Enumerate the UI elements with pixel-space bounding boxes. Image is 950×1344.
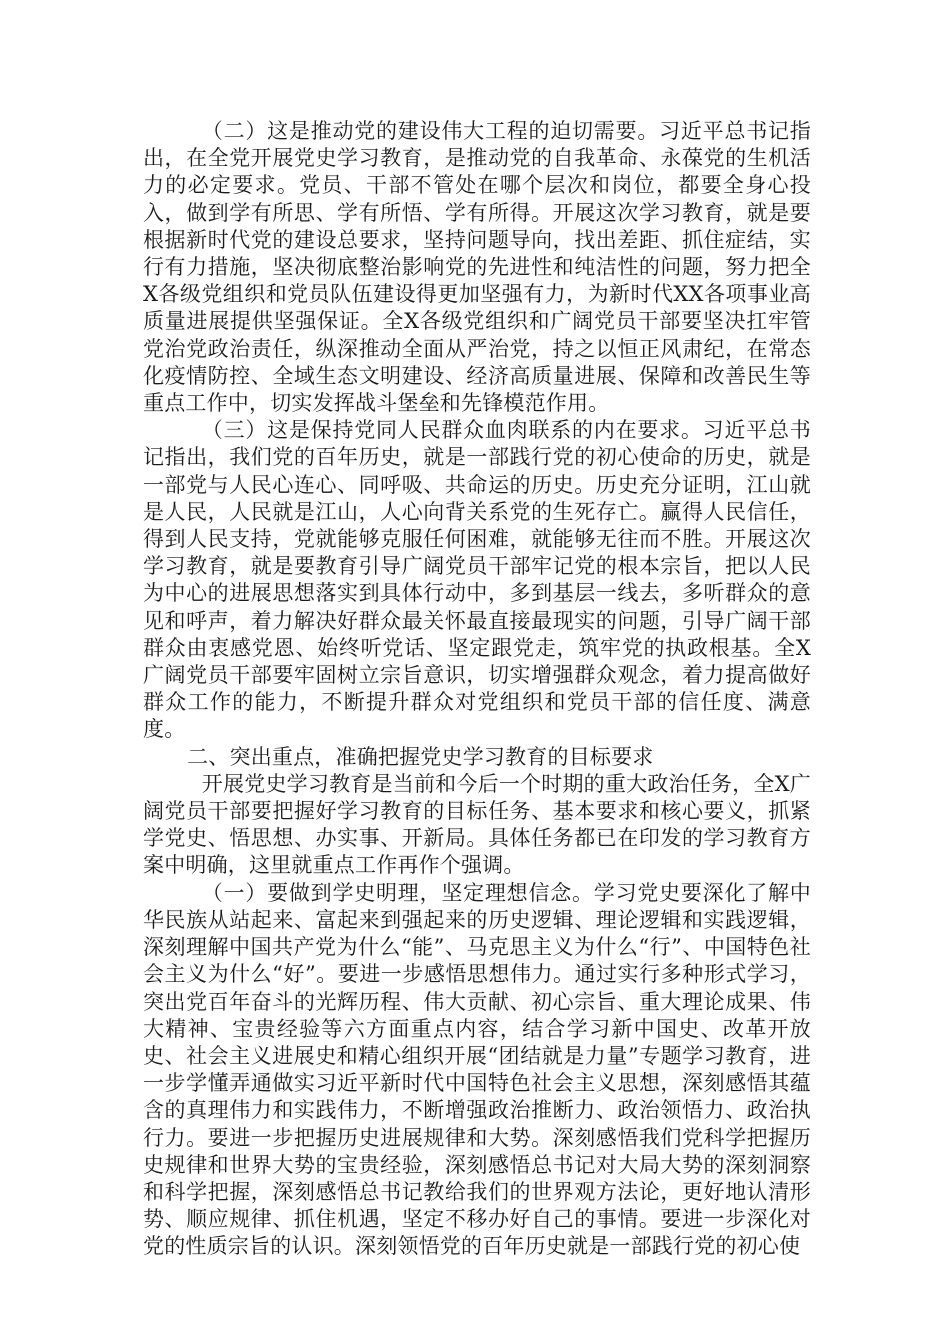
paragraph-intro-tasks: 开展党史学习教育是当前和今后一个时期的重大政治任务，全X广阔党员干部要把握好学习教育的目标任务、基本要求和核心要义，抓紧学党史、悟思想、办实事、开新局。具体任务都已在印发的学习教育方案中明确，这里就重点工作再作个强调。 bbox=[143, 771, 811, 878]
paragraph-learn-history: （一）要做到学史明理，坚定理想信念。学习党史要深化了解中华民族从站起来、富起来到强起来的历史逻辑、理论逻辑和实践逻辑，深刻理解中国共产党为什么“能”、马克思主义为什么“行”、中国特色社会主义为什么“好”。要进一步感悟思想伟力。通过实行多种形式学习，突出党百年奋斗的光辉历程、伟大贡献、初心宗旨、重大理论成果、伟大精神、宝贵经验等六方面重点内容，结合学习新中国史、改革开放史、社会主义进展史和精心组织开展“团结就是力量”专题学习教育，进一步学懂弄通做实习近平新时代中国特色社会主义思想，深刻感悟其蕴含的真理伟力和实践伟力，不断增强政治推断力、政治领悟力、政治执行力。要进一步把握历史进展规律和大势。深刻感悟我们党科学把握历史规律和世界大势的宝贵经验，深刻感悟总书记对大局大势的深刻洞察和科学把握，深刻感悟总书记教给我们的世界观方法论，更好地认清形势、顺应规律、抓住机遇，坚定不移办好自己的事情。要进一步深化对党的性质宗旨的认识。深刻领悟党的百年历史就是一部践行党的初心使 bbox=[143, 880, 811, 1259]
document-page bbox=[143, 118, 811, 1261]
paragraph-party-building: （二）这是推动党的建设伟大工程的迫切需要。习近平总书记指出，在全党开展党史学习教育，是推动党的自我革命、永葆党的生机活力的必定要求。党员、干部不管处在哪个层次和岗位，都要全身心投入，做到学有所思、学有所悟、学有所得。开展这次学习教育，就是要根据新时代党的建设总要求，坚持问题导向，找出差距、抓住症结，实行有力措施，坚决彻底整治影响党的先进性和纯洁性的问题，努力把全X各级党组织和党员队伍建设得更加坚强有力，为新时代XX各项事业高质量进展提供坚强保证。全X各级党组织和广阔党员干部要坚决扛牢管党治党政治责任，纵深推动全面从严治党，持之以恒正风肃纪，在常态化疫情防控、全域生态文明建设、经济高质量进展、保障和改善民生等重点工作中，切实发挥战斗堡垒和先锋模范作用。 bbox=[143, 119, 811, 416]
paragraph-people-connection: （三）这是保持党同人民群众血肉联系的内在要求。习近平总书记指出，我们党的百年历史，就是一部践行党的初心使命的历史，就是一部党与人民心连心、同呼吸、共命运的历史。历史充分证明，江山就是人民，人民就是江山，人心向背关系党的生死存亡。赢得人民信任，得到人民支持，党就能够克服任何困难，就能够无往而不胜。开展这次学习教育，就是要教育引导广阔党员干部牢记党的根本宗旨，把以人民为中心的进展思想落实到具体行动中，多到基层一线去，多听群众的意见和呼声，着力解决好群众最关怀最直接最现实的问题，引导广阔干部群众由衷感党恩、始终听党话、坚定跟党走，筑牢党的执政根基。全X广阔党员干部要牢固树立宗旨意识，切实增强群众观念，着力提高做好群众工作的能力，不断提升群众对党组织和党员干部的信任度、满意度。 bbox=[143, 418, 811, 742]
section-heading: 二、突出重点，准确把握党史学习教育的目标要求 bbox=[187, 744, 654, 769]
